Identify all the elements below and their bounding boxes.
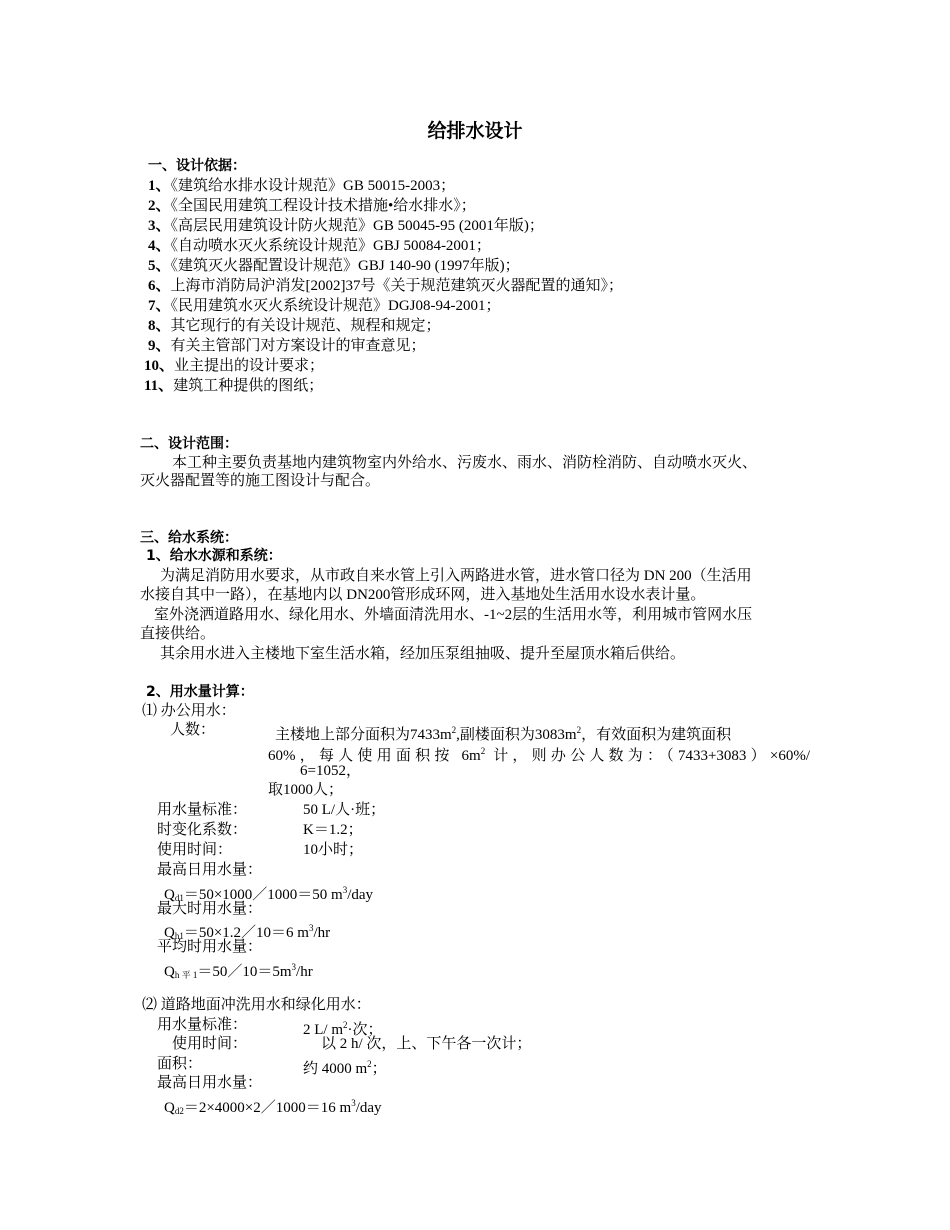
field-value: 主楼地上部分面积为$7433m^2$,副楼面积为$3083m^2$，有效面积为建筑面积 xyxy=(275,725,732,743)
paragraph-line: 水接自其中一路），在基地内以 DN200管形成环网，进入基地处生活用水设水表计量。 xyxy=(140,587,706,603)
list-item: 6、上海市消防局沪消发[2002]37号《关于规范建筑灭火器配置的通知》； xyxy=(148,278,624,294)
list-item: 5、《建筑灭火器配置设计规范》GBJ 140-90 (1997年版)； xyxy=(148,258,520,274)
field-value: 10小时； xyxy=(303,842,364,858)
paragraph-line: 为满足消防用水要求，从市政自来水管上引入两路进水管，进水管口径为 DN 200（生活用 xyxy=(160,568,752,584)
formula: $Q_{d1}=50\times 1000/1000=50$ $m^3$/day xyxy=(164,885,374,903)
document-title: 给排水设计 xyxy=(427,120,523,142)
paragraph-line: 室外浇洒道路用水、绿化用水、外墙面清洗用水、-1~2层的生活用水等，利用城市管网水压 xyxy=(154,607,753,623)
paragraph-line: 其余用水进入主楼地下室生活水箱，经加压泵组抽吸、提升至屋顶水箱后供给。 xyxy=(160,646,686,662)
formula: $Q_{h 平 1}=50/10=5m^3/hr$ xyxy=(164,962,313,980)
field-label: 使用时间： xyxy=(157,842,233,858)
field-label: 最大时用水量： xyxy=(157,901,263,917)
section-heading-water-supply: 三、给水系统： xyxy=(140,530,238,546)
item-heading: ⑴ 办公用水： xyxy=(142,703,236,719)
subsection-heading: 2、用水量计算： xyxy=(146,684,254,700)
list-item: 7、《民用建筑水灭火系统设计规范》DGJ08-94-2001； xyxy=(148,298,501,314)
field-value: 50 L/人·班； xyxy=(303,802,386,818)
field-value: 约 4000 $m^2$； xyxy=(303,1059,387,1077)
field-label: 最高日用水量： xyxy=(157,1075,263,1091)
list-item: 4、《自动喷水灭火系统设计规范》GBJ 50084-2001； xyxy=(148,238,491,254)
field-label: 使用时间： xyxy=(172,1036,248,1052)
item-heading: ⑵ 道路地面冲洗用水和绿化用水： xyxy=(142,997,371,1013)
list-item: 10、业主提出的设计要求； xyxy=(144,358,325,374)
field-value: 60%，每人使用面积按 $6m^2$ 计，则办公人数为：（7433+3083）×60%/ xyxy=(268,746,811,764)
field-label: 时变化系数： xyxy=(157,822,248,838)
field-value: 6=1052， xyxy=(300,763,361,779)
list-item: 9、有关主管部门对方案设计的审查意见； xyxy=(148,338,426,354)
field-label: 最高日用水量： xyxy=(157,862,263,878)
field-label: 用水量标准： xyxy=(157,1017,248,1033)
formula: $Q_{d2}=2\times 4000\times 2/1000=16$ $m^3$/day xyxy=(164,1098,382,1116)
section-heading-scope: 二、设计范围： xyxy=(140,436,238,452)
field-value: 以 2 h/ 次，上、下午各一次计； xyxy=(321,1036,532,1052)
paragraph-line: 灭火器配置等的施工图设计与配合。 xyxy=(140,473,381,489)
subsection-heading: 1、给水水源和系统： xyxy=(146,548,282,564)
paragraph-line: 直接供给。 xyxy=(140,626,216,642)
list-item: 2、《全国民用建筑工程设计技术措施•给水排水》； xyxy=(148,198,476,214)
field-value: 取1000人； xyxy=(268,782,344,798)
list-item: 3、《高层民用建筑设计防火规范》GB 50045-95 (2001年版)； xyxy=(148,218,544,234)
list-item: 11、建筑工种提供的图纸； xyxy=(144,378,324,394)
list-item: 1、《建筑给水排水设计规范》GB 50015-2003； xyxy=(148,178,456,194)
field-label: 面积： xyxy=(157,1056,203,1072)
field-label: 平均时用水量： xyxy=(157,939,263,955)
field-value: K＝1.2； xyxy=(303,822,363,838)
paragraph-line: 本工种主要负责基地内建筑物室内外给水、污废水、雨水、消防栓消防、自动喷水灭火、 xyxy=(172,455,758,471)
field-value: 2 L/ $m^2\cdot$次； xyxy=(303,1020,383,1038)
list-item: 8、其它现行的有关设计规范、规程和规定； xyxy=(148,318,441,334)
formula: $Q_{h1}=50\times 1.2/10=6$ $m^3/hr$ xyxy=(164,923,331,941)
section-heading-basis: 一、设计依据： xyxy=(148,158,246,174)
field-label: 用水量标准： xyxy=(157,802,248,818)
field-label: 人数： xyxy=(170,722,216,738)
